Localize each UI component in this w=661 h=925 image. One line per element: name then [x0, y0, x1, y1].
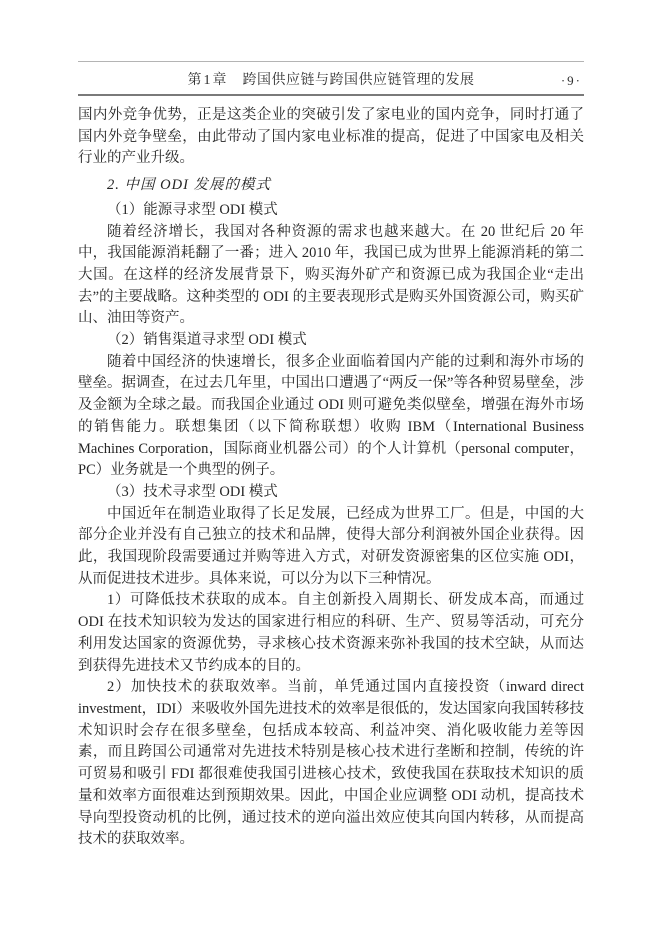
- subheading-sales-channel-odi: （2）销售渠道寻求型 ODI 模式: [107, 332, 307, 349]
- paragraph-reduce-tech-cost: 1）可降低技术获取的成本。自主创新投入周期长、研发成本高，而通过 ODI 在技术知识较为发达的国家进行相应的科研、生产、贸易等活动，可充分利用发达国家的资源优势，寻求核心技术资源来弥补我国的技术空缺，从而达到获得先进技术又节约成本的目的。: [78, 592, 584, 674]
- subheading-energy-seeking-odi: （1）能源寻求型 ODI 模式: [107, 201, 278, 218]
- page-header: [78, 71, 584, 91]
- paragraph-industry-upgrade-continuation: 国内外竞争优势，正是这类企业的突破引发了家电业的国内竞争，同时打通了国内外竞争壁垒，由此带动了国内家电业标准的提高，促进了中国家电及相关行业的产业升级。: [78, 107, 584, 167]
- paragraph-tech-acquisition-efficiency: 2）加快技术的获取效率。当前，单凭通过国内直接投资（inward direct investment，IDI）来吸收外国先进技术的效率是很低的，发达国家向我国转移技术知识时会存在很多壁垒，包括成本较高、利益冲突、消化吸收能力差等因素，而且跨国公司通常对先进技术特别是核心技术进行垄断和控制，传统的许可贸易和吸引 FDI 都很难使我国引进核心技术，致使我国在获取技术知识的质量和效率方面很难达到预期效果。因此，中国企业应调整 ODI 动机，提高技术导向型投资动机的比例，通过技术的逆向溢出效应使其向国内转移，从而提高技术的获取效率。: [78, 679, 584, 848]
- paragraph-technology-seeking-odi: 中国近年在制造业取得了长足发展，已经成为世界工厂。但是，中国的大部分企业并没有自己独立的技术和品牌，使得大部分利润被外国企业获得。因此，我国现阶段需要通过并购等进入方式，对研发资源密集的区位实施 ODI，从而促进技术进步。具体来说，可以分为以下三种情况。: [78, 505, 584, 587]
- subheading-technology-seeking-odi: （3）技术寻求型 ODI 模式: [107, 483, 278, 500]
- page-number: ·9·: [560, 73, 582, 88]
- header-top-rule: [78, 61, 584, 62]
- heading-china-odi-models: 2. 中国 ODI 发展的模式: [107, 177, 272, 194]
- running-head-chapter-label: 第1章: [187, 73, 229, 88]
- paragraph-energy-seeking-odi: 随着经济增长，我国对各种资源的需求也越来越大。在 20 世纪后 20 年中，我国能源消耗翻了一番；进入 2010 年，我国已成为世界上能源消耗的第二大国。在这样的经济发展背景下，购买海外矿产和资源已成为我国企业“走出去”的主要战略。这种类型的 ODI 的主要表现形式是购买外国资源公司，购买矿山、油田等资产。: [78, 223, 584, 327]
- body-text-block: [78, 105, 584, 851]
- paragraph-sales-channel-odi: 随着中国经济的快速增长，很多企业面临着国内产能的过剩和海外市场的壁垒。据调查，在过去几年里，中国出口遭遇了“两反一保”等各种贸易壁垒，涉及金额为全球之最。而我国企业通过 ODI 则可避免类似壁垒，增强在海外市场的销售能力。联想集团（以下简称联想）收购 IBM（International Business Machines Corporation，国际商业机器公司）的个人计算机（personal computer，PC）业务就是一个典型的例子。: [78, 353, 584, 479]
- header-bottom-rule: [78, 94, 584, 96]
- running-head-chapter-title: 跨国供应链与跨国供应链管理的发展: [242, 73, 475, 88]
